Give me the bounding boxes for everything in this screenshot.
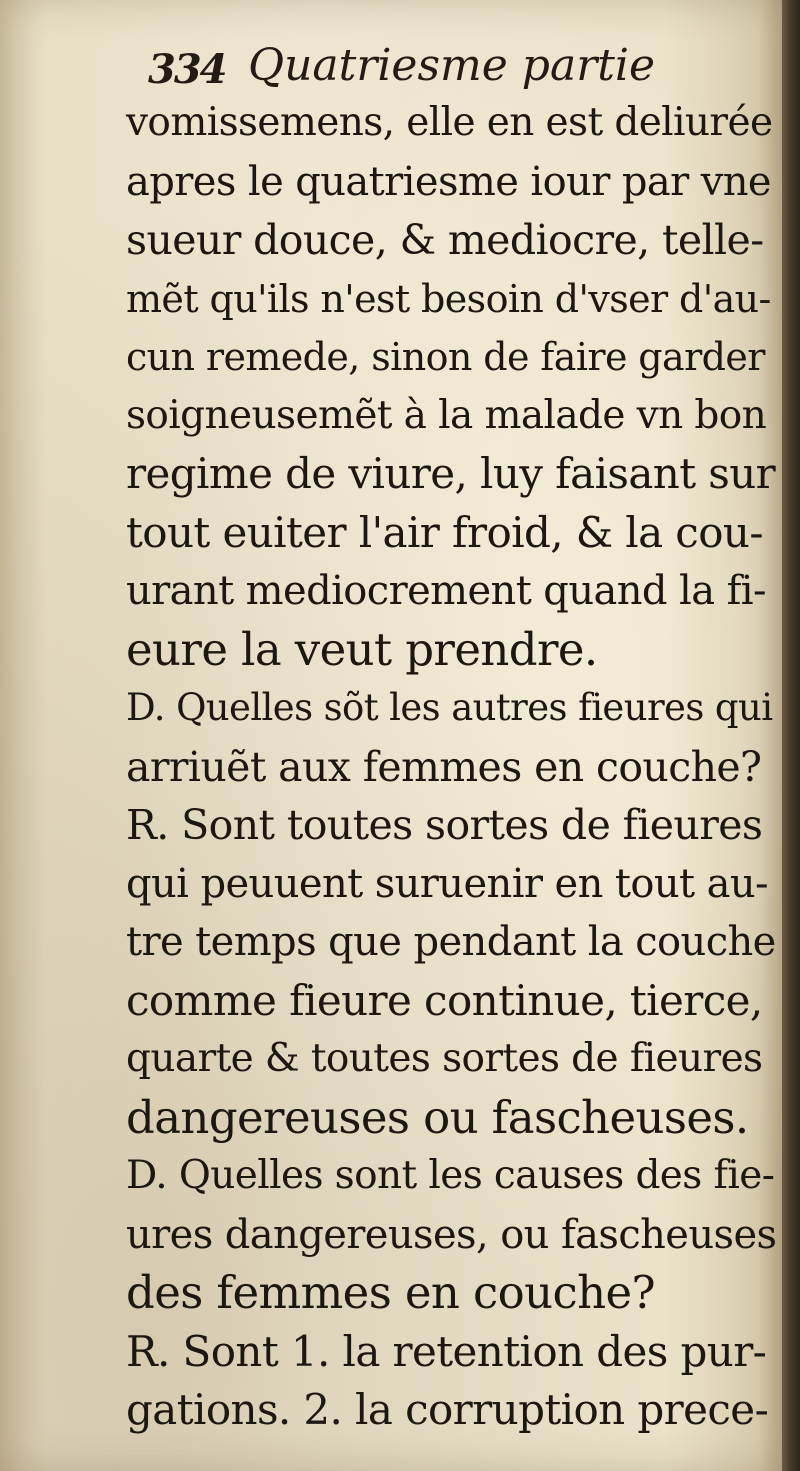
text-line: mẽt qu'ils n'est besoin d'vser d'au- — [126, 276, 771, 321]
question-line: D. Quelles sont les causes des fie- — [126, 1153, 775, 1198]
text-line: dangereuses ou fascheuses. — [126, 1090, 749, 1144]
page-edge — [782, 0, 800, 1471]
text-line: apres le quatriesme iour par vne — [126, 158, 771, 205]
text-line: regime de viure, luy faisant sur — [126, 449, 776, 498]
running-title: Quatriesme partie — [248, 40, 656, 91]
answer-line: R. Sont toutes sortes de fieures — [126, 801, 763, 849]
body-text — [126, 94, 776, 1440]
text-line: quarte & toutes sortes de fieures — [126, 1036, 763, 1081]
text-line: ures dangereuses, ou fascheuses — [126, 1211, 777, 1258]
answer-line: R. Sont 1. la retention des pur- — [126, 1326, 767, 1376]
text-line: qui peuuent suruenir en tout au- — [126, 860, 768, 907]
text-line: comme fieure continue, tierce, — [126, 975, 763, 1025]
page-header — [148, 36, 668, 98]
text-line: des femmes en couche? — [126, 1266, 656, 1319]
text-line: cun remede, sinon de faire garder — [126, 335, 765, 379]
text-line: arriuẽt aux femmes en couche? — [126, 742, 762, 791]
page-number: 334 — [148, 46, 226, 93]
text-line: tre temps que pendant la couche — [126, 919, 776, 965]
text-line: soigneusemẽt à la malade vn bon — [126, 392, 767, 438]
text-line: vomissemens, elle en est deliurée — [126, 100, 773, 145]
text-line: sueur douce, & mediocre, telle- — [126, 216, 764, 264]
text-line: gations. 2. la corruption prece- — [126, 1385, 769, 1434]
text-line: eure la veut prendre. — [126, 622, 598, 676]
text-line: tout euiter l'air froid, & la cou- — [126, 507, 763, 557]
question-line: D. Quelles sõt les autres fieures qui — [126, 686, 773, 729]
text-line: urant mediocrement quand la fi- — [126, 568, 766, 614]
